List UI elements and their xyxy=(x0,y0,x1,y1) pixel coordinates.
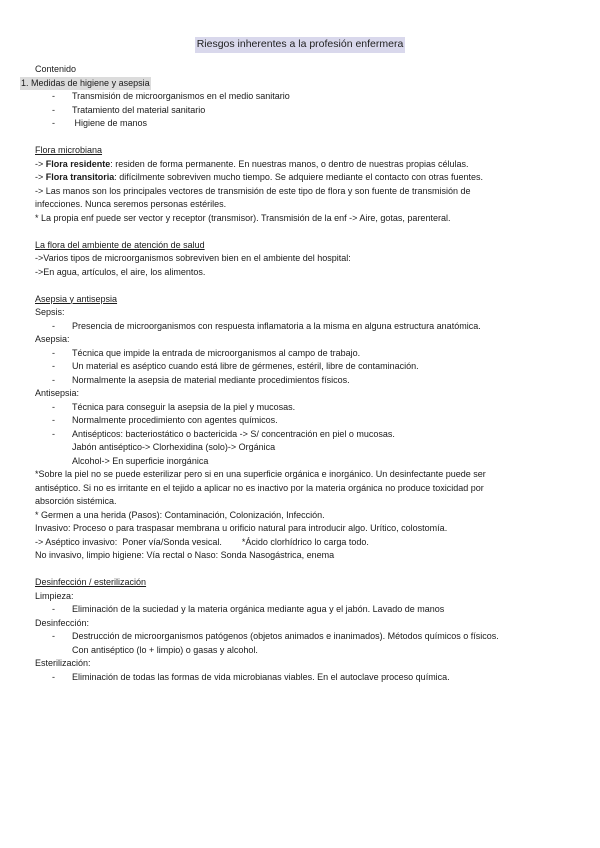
contents-label: Contenido xyxy=(35,64,77,74)
asepsia-heading: Asepsia y antisepsia xyxy=(35,293,118,304)
jabon-line: Jabón antiséptico-> Clorhexidina (solo)-> Orgánica xyxy=(72,442,276,452)
flora-residente-text: : residen de forma permanente. En nuestras manos, o dentro de nuestras propias células. xyxy=(110,158,469,169)
antisepsia-item: - Técnica para conseguir la asepsia de la piel y mucosas. xyxy=(35,401,565,415)
esterilizacion-item: - Eliminación de todas las formas de vida microbianas viables. En el autoclave proceso química. xyxy=(35,671,565,685)
invasivo-line: Invasivo: Proceso o para traspasar membrana u orificio natural para introducir algo. Urítico, colostomía. xyxy=(35,523,448,533)
desinfeccion-cont-line: Con antiséptico (lo + limpio) o gasas y alcohol. xyxy=(72,644,258,655)
toc-sub-item[interactable]: - Transmisión de microorganismos en el medio sanitario xyxy=(35,90,565,104)
esterilizacion-label: Esterilización: xyxy=(35,658,91,668)
ambiente-line-1: ->Varios tipos de microorganismos sobreviven bien en el ambiente del hospital: xyxy=(35,253,351,263)
toc-sub-item[interactable]: - Higiene de manos xyxy=(35,117,565,131)
flora-transitoria-label: Flora transitoria xyxy=(45,172,115,182)
flora-heading: Flora microbiana xyxy=(35,145,103,155)
nota-line-1: *Sobre la piel no se puede esterilizar pero si en una superficie orgánica e inorgánico. Un desinfectante puede ser xyxy=(35,469,486,479)
desinfeccion-item: - Destrucción de microorganismos patógenos (objetos animados e inanimados). Métodos químicos o físicos. xyxy=(35,630,565,644)
nota-line-3: absorción sistémica. xyxy=(35,496,117,506)
antisepsia-item: - Normalmente procedimiento con agentes químicos. xyxy=(35,414,565,428)
asepsia-item: - Técnica que impide la entrada de microorganismos al campo de trabajo. xyxy=(35,347,565,361)
asepsia-item: - Normalmente la asepsia de material mediante procedimientos físicos. xyxy=(35,374,565,388)
flora-vector-line: * La propia enf puede ser vector y receptor (transmisor). Transmisión de la enf -> Aire, gotas, parenteral. xyxy=(35,212,451,223)
asepsia-item: - Un material es aséptico cuando está libre de gérmenes, estéril, libre de contaminación. xyxy=(35,360,565,374)
sepsis-item: - Presencia de microorganismos con respuesta inflamatoria a la misma en alguna estructura anatómica. xyxy=(35,320,565,334)
flora-residente-label: Flora residente xyxy=(45,158,111,169)
no-invasivo-line: No invasivo, limpio higiene: Vía rectal o Naso: Sonda Nasogástrica, enema xyxy=(35,550,335,560)
limpieza-item: - Eliminación de la suciedad y la materia orgánica mediante agua y el jabón. Lavado de manos xyxy=(35,603,565,617)
desinfeccion-label: Desinfección: xyxy=(35,617,90,628)
ambiente-heading: La flora del ambiente de atención de salud xyxy=(35,239,205,250)
nota-line-2: antiséptico. Si no es irritante en el tejido a aplicar no es inactivo por la materia orgánica no produce toxicidad por xyxy=(35,482,484,493)
antisepsia-item: - Antisépticos: bacteriostático o bactericida -> S/ concentración en piel o mucosas. xyxy=(35,428,565,442)
germen-line: * Germen a una herida (Pasos): Contaminación, Colonización, Infección. xyxy=(35,509,325,520)
flora-transitoria-text: : difícilmente sobreviven mucho tiempo. Se adquiere mediante el contacto con otras fuentes. xyxy=(114,172,483,182)
asepsia-label: Asepsia: xyxy=(35,334,70,344)
flora-manos-line-1: -> Las manos son los principales vectores de transmisión de este tipo de flora y son fuente de transmisión de xyxy=(35,185,471,196)
page-title: Riesgos inherentes a la profesión enfermera xyxy=(195,37,406,53)
title-wrap xyxy=(0,37,600,53)
flora-residente-line xyxy=(35,158,565,172)
antisepsia-label: Antisepsia: xyxy=(35,388,80,398)
alcohol-line: Alcohol-> En superficie inorgánica xyxy=(72,455,209,466)
sepsis-label: Sepsis: xyxy=(35,307,65,317)
ambiente-line-2: ->En agua, artículos, el aire, los alimentos. xyxy=(35,266,206,277)
desinfeccion-heading: Desinfección / esterilización xyxy=(35,577,147,587)
limpieza-label: Limpieza: xyxy=(35,590,74,601)
document-body xyxy=(21,63,565,684)
flora-manos-line-2: infecciones. Nunca seremos personas estériles. xyxy=(35,199,227,209)
flora-transitoria-line xyxy=(35,171,565,185)
arrow-prefix: -> xyxy=(35,158,46,169)
arrow-prefix: -> xyxy=(35,172,46,182)
toc-sub-item[interactable]: - Tratamiento del material sanitario xyxy=(35,104,565,118)
aseptico-invasivo-line: -> Aséptico invasivo: Poner vía/Sonda vesical. *Ácido clorhídrico lo carga todo. xyxy=(35,536,369,547)
toc-item-1[interactable]: 1. Medidas de higiene y asepsia xyxy=(20,77,151,91)
